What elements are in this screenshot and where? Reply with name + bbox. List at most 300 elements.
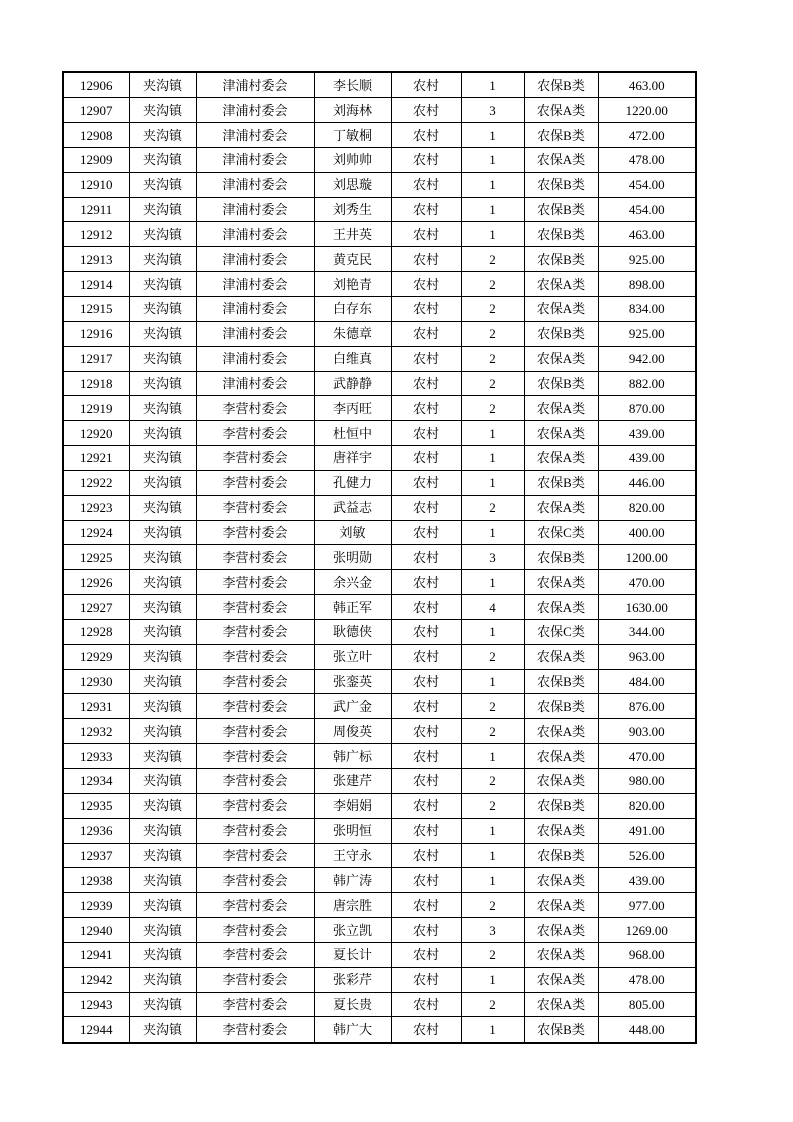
cell-town: 夹沟镇 (129, 843, 196, 868)
cell-insurance-category: 农保B类 (524, 545, 598, 570)
cell-residence-type: 农村 (391, 942, 461, 967)
records-table-body (63, 72, 696, 1043)
cell-person-name: 李娟娟 (314, 793, 391, 818)
cell-village-committee: 李营村委会 (196, 893, 314, 918)
cell-amount: 491.00 (598, 818, 696, 843)
cell-person-name: 朱德章 (314, 321, 391, 346)
cell-insurance-category: 农保B类 (524, 321, 598, 346)
table-row (63, 495, 696, 520)
cell-insurance-category: 农保A类 (524, 893, 598, 918)
cell-amount: 400.00 (598, 520, 696, 545)
table-row (63, 98, 696, 123)
cell-village-committee: 李营村委会 (196, 619, 314, 644)
cell-residence-type: 农村 (391, 421, 461, 446)
cell-record-id: 12942 (63, 967, 129, 992)
cell-person-name: 张立凯 (314, 918, 391, 943)
cell-person-name: 韩广标 (314, 744, 391, 769)
cell-village-committee: 津浦村委会 (196, 247, 314, 272)
cell-insurance-category: 农保A类 (524, 147, 598, 172)
cell-town: 夹沟镇 (129, 123, 196, 148)
cell-town: 夹沟镇 (129, 868, 196, 893)
cell-record-id: 12918 (63, 371, 129, 396)
cell-village-committee: 津浦村委会 (196, 371, 314, 396)
cell-amount: 470.00 (598, 744, 696, 769)
cell-residence-type: 农村 (391, 147, 461, 172)
cell-person-name: 白存东 (314, 296, 391, 321)
table-row (63, 321, 696, 346)
cell-village-committee: 李营村委会 (196, 818, 314, 843)
cell-insurance-category: 农保C类 (524, 619, 598, 644)
cell-residence-type: 农村 (391, 644, 461, 669)
cell-person-count: 2 (461, 644, 524, 669)
cell-town: 夹沟镇 (129, 172, 196, 197)
cell-amount: 478.00 (598, 147, 696, 172)
cell-amount: 820.00 (598, 495, 696, 520)
cell-residence-type: 农村 (391, 98, 461, 123)
table-row (63, 843, 696, 868)
cell-residence-type: 农村 (391, 918, 461, 943)
cell-person-count: 1 (461, 744, 524, 769)
cell-record-id: 12940 (63, 918, 129, 943)
cell-record-id: 12916 (63, 321, 129, 346)
cell-person-name: 韩广涛 (314, 868, 391, 893)
cell-amount: 1200.00 (598, 545, 696, 570)
cell-person-name: 武益志 (314, 495, 391, 520)
cell-record-id: 12937 (63, 843, 129, 868)
cell-residence-type: 农村 (391, 247, 461, 272)
table-row (63, 123, 696, 148)
cell-person-count: 1 (461, 818, 524, 843)
cell-person-count: 3 (461, 98, 524, 123)
cell-amount: 439.00 (598, 868, 696, 893)
cell-insurance-category: 农保B类 (524, 371, 598, 396)
cell-person-count: 1 (461, 197, 524, 222)
cell-amount: 968.00 (598, 942, 696, 967)
cell-amount: 463.00 (598, 72, 696, 98)
cell-person-count: 2 (461, 769, 524, 794)
cell-insurance-category: 农保B类 (524, 694, 598, 719)
cell-residence-type: 农村 (391, 495, 461, 520)
cell-person-count: 2 (461, 396, 524, 421)
cell-insurance-category: 农保A类 (524, 942, 598, 967)
cell-record-id: 12925 (63, 545, 129, 570)
cell-person-name: 黄克民 (314, 247, 391, 272)
cell-residence-type: 农村 (391, 619, 461, 644)
cell-residence-type: 农村 (391, 446, 461, 471)
cell-person-name: 张明勋 (314, 545, 391, 570)
cell-amount: 484.00 (598, 669, 696, 694)
cell-town: 夹沟镇 (129, 421, 196, 446)
cell-person-name: 韩广大 (314, 1017, 391, 1043)
cell-record-id: 12933 (63, 744, 129, 769)
cell-amount: 472.00 (598, 123, 696, 148)
cell-person-count: 3 (461, 545, 524, 570)
table-row (63, 967, 696, 992)
cell-record-id: 12938 (63, 868, 129, 893)
table-row (63, 893, 696, 918)
cell-village-committee: 李营村委会 (196, 843, 314, 868)
cell-person-name: 余兴金 (314, 570, 391, 595)
cell-person-count: 1 (461, 470, 524, 495)
cell-insurance-category: 农保A类 (524, 98, 598, 123)
table-row (63, 818, 696, 843)
cell-person-name: 王守永 (314, 843, 391, 868)
cell-insurance-category: 农保A类 (524, 918, 598, 943)
cell-person-name: 刘帅帅 (314, 147, 391, 172)
cell-person-count: 4 (461, 595, 524, 620)
cell-amount: 454.00 (598, 197, 696, 222)
cell-person-count: 1 (461, 446, 524, 471)
table-row (63, 446, 696, 471)
cell-town: 夹沟镇 (129, 694, 196, 719)
cell-town: 夹沟镇 (129, 147, 196, 172)
cell-amount: 454.00 (598, 172, 696, 197)
cell-record-id: 12912 (63, 222, 129, 247)
table-row (63, 992, 696, 1017)
cell-village-committee: 李营村委会 (196, 868, 314, 893)
cell-person-count: 1 (461, 967, 524, 992)
cell-amount: 963.00 (598, 644, 696, 669)
cell-record-id: 12908 (63, 123, 129, 148)
cell-residence-type: 农村 (391, 793, 461, 818)
cell-town: 夹沟镇 (129, 520, 196, 545)
cell-town: 夹沟镇 (129, 346, 196, 371)
cell-town: 夹沟镇 (129, 644, 196, 669)
cell-town: 夹沟镇 (129, 446, 196, 471)
table-row (63, 222, 696, 247)
cell-insurance-category: 农保B类 (524, 843, 598, 868)
table-row (63, 570, 696, 595)
cell-residence-type: 农村 (391, 346, 461, 371)
cell-record-id: 12922 (63, 470, 129, 495)
cell-town: 夹沟镇 (129, 769, 196, 794)
cell-insurance-category: 农保A类 (524, 495, 598, 520)
cell-insurance-category: 农保A类 (524, 570, 598, 595)
cell-amount: 834.00 (598, 296, 696, 321)
cell-person-name: 刘海林 (314, 98, 391, 123)
cell-residence-type: 农村 (391, 769, 461, 794)
cell-town: 夹沟镇 (129, 669, 196, 694)
cell-person-name: 张彩芹 (314, 967, 391, 992)
cell-residence-type: 农村 (391, 1017, 461, 1043)
cell-town: 夹沟镇 (129, 470, 196, 495)
cell-residence-type: 农村 (391, 893, 461, 918)
table-row (63, 247, 696, 272)
cell-record-id: 12928 (63, 619, 129, 644)
cell-person-name: 白维真 (314, 346, 391, 371)
cell-village-committee: 李营村委会 (196, 495, 314, 520)
cell-town: 夹沟镇 (129, 942, 196, 967)
cell-town: 夹沟镇 (129, 396, 196, 421)
cell-person-count: 2 (461, 893, 524, 918)
cell-village-committee: 津浦村委会 (196, 123, 314, 148)
cell-insurance-category: 农保B类 (524, 222, 598, 247)
cell-insurance-category: 农保A类 (524, 595, 598, 620)
cell-town: 夹沟镇 (129, 272, 196, 297)
cell-insurance-category: 农保B类 (524, 669, 598, 694)
cell-insurance-category: 农保A类 (524, 396, 598, 421)
cell-amount: 448.00 (598, 1017, 696, 1043)
cell-amount: 876.00 (598, 694, 696, 719)
table-row (63, 644, 696, 669)
cell-insurance-category: 农保B类 (524, 470, 598, 495)
cell-insurance-category: 农保B类 (524, 793, 598, 818)
cell-residence-type: 农村 (391, 197, 461, 222)
table-row (63, 744, 696, 769)
cell-record-id: 12906 (63, 72, 129, 98)
cell-town: 夹沟镇 (129, 719, 196, 744)
cell-village-committee: 李营村委会 (196, 520, 314, 545)
cell-village-committee: 李营村委会 (196, 967, 314, 992)
cell-amount: 820.00 (598, 793, 696, 818)
cell-person-count: 2 (461, 495, 524, 520)
cell-person-name: 孔健力 (314, 470, 391, 495)
cell-insurance-category: 农保A类 (524, 818, 598, 843)
cell-person-count: 1 (461, 123, 524, 148)
cell-amount: 439.00 (598, 446, 696, 471)
cell-record-id: 12935 (63, 793, 129, 818)
cell-person-count: 1 (461, 72, 524, 98)
cell-residence-type: 农村 (391, 868, 461, 893)
cell-amount: 903.00 (598, 719, 696, 744)
cell-village-committee: 李营村委会 (196, 719, 314, 744)
cell-village-committee: 李营村委会 (196, 669, 314, 694)
cell-record-id: 12919 (63, 396, 129, 421)
cell-insurance-category: 农保A类 (524, 769, 598, 794)
table-row (63, 595, 696, 620)
cell-village-committee: 李营村委会 (196, 396, 314, 421)
cell-person-name: 刘艳青 (314, 272, 391, 297)
cell-insurance-category: 农保A类 (524, 868, 598, 893)
cell-insurance-category: 农保A类 (524, 446, 598, 471)
table-row (63, 272, 696, 297)
cell-amount: 470.00 (598, 570, 696, 595)
cell-record-id: 12926 (63, 570, 129, 595)
cell-record-id: 12924 (63, 520, 129, 545)
cell-record-id: 12944 (63, 1017, 129, 1043)
cell-village-committee: 李营村委会 (196, 421, 314, 446)
cell-village-committee: 李营村委会 (196, 769, 314, 794)
cell-person-count: 2 (461, 247, 524, 272)
cell-person-count: 1 (461, 843, 524, 868)
cell-person-count: 1 (461, 421, 524, 446)
cell-insurance-category: 农保B类 (524, 123, 598, 148)
cell-village-committee: 津浦村委会 (196, 321, 314, 346)
table-row (63, 197, 696, 222)
cell-town: 夹沟镇 (129, 619, 196, 644)
cell-village-committee: 李营村委会 (196, 595, 314, 620)
cell-town: 夹沟镇 (129, 967, 196, 992)
cell-amount: 1630.00 (598, 595, 696, 620)
cell-residence-type: 农村 (391, 123, 461, 148)
cell-residence-type: 农村 (391, 992, 461, 1017)
cell-record-id: 12921 (63, 446, 129, 471)
cell-insurance-category: 农保A类 (524, 346, 598, 371)
cell-person-count: 2 (461, 371, 524, 396)
cell-person-count: 2 (461, 992, 524, 1017)
cell-insurance-category: 农保A类 (524, 992, 598, 1017)
cell-person-count: 2 (461, 694, 524, 719)
table-row (63, 1017, 696, 1043)
cell-person-name: 夏长计 (314, 942, 391, 967)
cell-town: 夹沟镇 (129, 98, 196, 123)
cell-record-id: 12943 (63, 992, 129, 1017)
cell-person-name: 武静静 (314, 371, 391, 396)
cell-insurance-category: 农保A类 (524, 272, 598, 297)
cell-person-name: 韩正军 (314, 595, 391, 620)
cell-town: 夹沟镇 (129, 744, 196, 769)
cell-town: 夹沟镇 (129, 197, 196, 222)
cell-residence-type: 农村 (391, 545, 461, 570)
cell-residence-type: 农村 (391, 818, 461, 843)
cell-village-committee: 李营村委会 (196, 793, 314, 818)
cell-person-name: 刘敏 (314, 520, 391, 545)
cell-person-count: 1 (461, 172, 524, 197)
cell-person-count: 2 (461, 346, 524, 371)
cell-town: 夹沟镇 (129, 595, 196, 620)
cell-record-id: 12920 (63, 421, 129, 446)
cell-person-name: 夏长贵 (314, 992, 391, 1017)
cell-record-id: 12930 (63, 669, 129, 694)
cell-town: 夹沟镇 (129, 495, 196, 520)
cell-person-name: 李丙旺 (314, 396, 391, 421)
table-row (63, 793, 696, 818)
cell-village-committee: 津浦村委会 (196, 98, 314, 123)
cell-village-committee: 李营村委会 (196, 744, 314, 769)
cell-town: 夹沟镇 (129, 222, 196, 247)
cell-amount: 925.00 (598, 247, 696, 272)
cell-person-name: 刘思璇 (314, 172, 391, 197)
cell-village-committee: 李营村委会 (196, 918, 314, 943)
table-row (63, 396, 696, 421)
cell-person-name: 周俊英 (314, 719, 391, 744)
cell-record-id: 12914 (63, 272, 129, 297)
cell-residence-type: 农村 (391, 595, 461, 620)
cell-person-name: 王井英 (314, 222, 391, 247)
cell-person-name: 耿德侠 (314, 619, 391, 644)
cell-person-count: 2 (461, 272, 524, 297)
cell-insurance-category: 农保B类 (524, 72, 598, 98)
cell-person-count: 1 (461, 147, 524, 172)
cell-insurance-category: 农保B类 (524, 197, 598, 222)
cell-village-committee: 津浦村委会 (196, 222, 314, 247)
table-row (63, 147, 696, 172)
cell-insurance-category: 农保B类 (524, 247, 598, 272)
cell-village-committee: 津浦村委会 (196, 272, 314, 297)
cell-village-committee: 李营村委会 (196, 694, 314, 719)
cell-amount: 882.00 (598, 371, 696, 396)
cell-record-id: 12907 (63, 98, 129, 123)
cell-residence-type: 农村 (391, 172, 461, 197)
cell-person-count: 1 (461, 669, 524, 694)
cell-residence-type: 农村 (391, 396, 461, 421)
cell-person-count: 1 (461, 520, 524, 545)
table-row (63, 371, 696, 396)
cell-record-id: 12911 (63, 197, 129, 222)
cell-record-id: 12932 (63, 719, 129, 744)
cell-record-id: 12923 (63, 495, 129, 520)
records-table (62, 71, 697, 1044)
cell-village-committee: 李营村委会 (196, 470, 314, 495)
cell-village-committee: 津浦村委会 (196, 172, 314, 197)
cell-town: 夹沟镇 (129, 1017, 196, 1043)
table-row (63, 545, 696, 570)
cell-residence-type: 农村 (391, 371, 461, 396)
cell-insurance-category: 农保A类 (524, 719, 598, 744)
cell-amount: 478.00 (598, 967, 696, 992)
cell-residence-type: 农村 (391, 570, 461, 595)
table-row (63, 918, 696, 943)
cell-person-count: 2 (461, 793, 524, 818)
cell-person-count: 2 (461, 719, 524, 744)
cell-person-name: 唐祥宇 (314, 446, 391, 471)
table-row (63, 669, 696, 694)
cell-residence-type: 农村 (391, 967, 461, 992)
cell-village-committee: 李营村委会 (196, 1017, 314, 1043)
cell-record-id: 12936 (63, 818, 129, 843)
table-row (63, 694, 696, 719)
table-row (63, 619, 696, 644)
cell-person-name: 张銮英 (314, 669, 391, 694)
cell-amount: 870.00 (598, 396, 696, 421)
cell-person-count: 1 (461, 868, 524, 893)
cell-insurance-category: 农保C类 (524, 520, 598, 545)
cell-insurance-category: 农保B类 (524, 172, 598, 197)
cell-village-committee: 津浦村委会 (196, 147, 314, 172)
cell-person-count: 2 (461, 296, 524, 321)
cell-town: 夹沟镇 (129, 918, 196, 943)
cell-residence-type: 农村 (391, 843, 461, 868)
cell-insurance-category: 农保A类 (524, 296, 598, 321)
cell-record-id: 12913 (63, 247, 129, 272)
cell-village-committee: 津浦村委会 (196, 72, 314, 98)
cell-amount: 980.00 (598, 769, 696, 794)
cell-village-committee: 李营村委会 (196, 644, 314, 669)
cell-town: 夹沟镇 (129, 371, 196, 396)
cell-amount: 526.00 (598, 843, 696, 868)
cell-amount: 446.00 (598, 470, 696, 495)
cell-residence-type: 农村 (391, 470, 461, 495)
cell-town: 夹沟镇 (129, 818, 196, 843)
cell-person-name: 李长顺 (314, 72, 391, 98)
table-row (63, 296, 696, 321)
cell-record-id: 12934 (63, 769, 129, 794)
cell-person-name: 唐宗胜 (314, 893, 391, 918)
cell-amount: 344.00 (598, 619, 696, 644)
cell-village-committee: 津浦村委会 (196, 197, 314, 222)
cell-record-id: 12910 (63, 172, 129, 197)
cell-person-name: 张建芹 (314, 769, 391, 794)
cell-village-committee: 李营村委会 (196, 570, 314, 595)
cell-village-committee: 津浦村委会 (196, 346, 314, 371)
cell-residence-type: 农村 (391, 72, 461, 98)
cell-insurance-category: 农保A类 (524, 744, 598, 769)
cell-person-count: 1 (461, 619, 524, 644)
cell-person-count: 1 (461, 570, 524, 595)
cell-village-committee: 津浦村委会 (196, 296, 314, 321)
cell-town: 夹沟镇 (129, 570, 196, 595)
cell-insurance-category: 农保A类 (524, 644, 598, 669)
cell-town: 夹沟镇 (129, 296, 196, 321)
cell-person-count: 1 (461, 222, 524, 247)
cell-record-id: 12917 (63, 346, 129, 371)
cell-residence-type: 农村 (391, 719, 461, 744)
cell-town: 夹沟镇 (129, 72, 196, 98)
cell-amount: 1269.00 (598, 918, 696, 943)
cell-town: 夹沟镇 (129, 321, 196, 346)
cell-village-committee: 李营村委会 (196, 942, 314, 967)
cell-amount: 463.00 (598, 222, 696, 247)
